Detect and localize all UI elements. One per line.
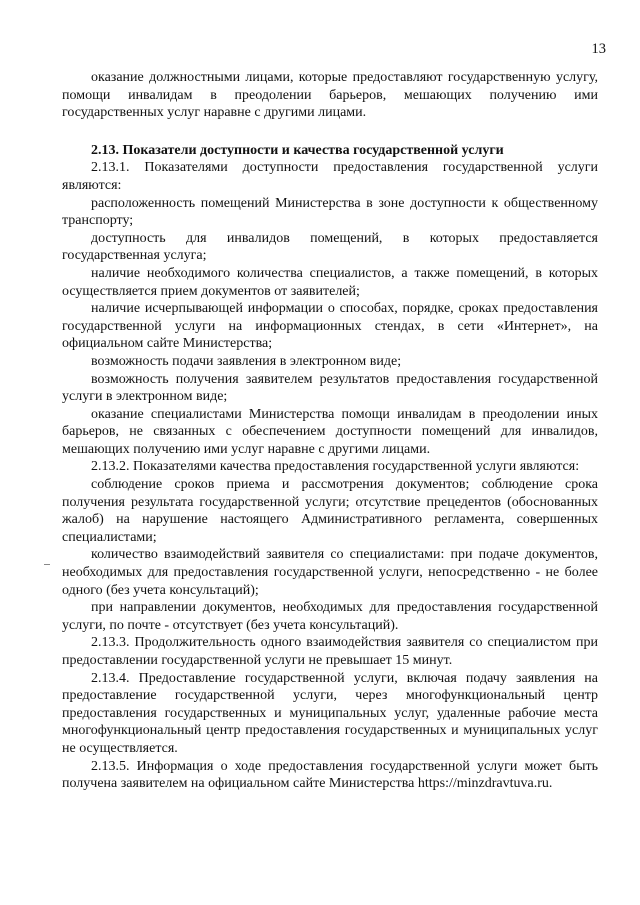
paragraph-2-13-1: 2.13.1. Показателями доступности предоставления государственной услуги являются: [62,160,598,193]
intro-paragraph: оказание должностными лицами, которые предоставляют государственную услугу, помощи инвалидам в преодолении барьеров, мешающих получению ими государственных услуг наравне с другими лицами. [62,70,598,121]
paragraph-barriers-assistance: оказание специалистами Министерства помощи инвалидам в преодолении иных барьеров, не связанных с обеспечением доступности помещений для инвалидов, мешающих получению ими услуг наравне с другими лицами. [62,406,598,457]
paragraph-2-13-4: 2.13.4. Предоставление государственной услуги, включая подачу заявления на предоставление государственной услуги, через многофункциональный центр предоставления государственных и муниципальных услуг, удаленные рабочие места многофункциональный центр предоставления государственных и муниципальных услуг не осуществляется. [62,670,598,756]
paragraph-specialists: наличие необходимого количества специалистов, а также помещений, в которых осуществляется прием документов от заявителей; [62,265,598,299]
paragraph-electronic-application: возможность подачи заявления в электронном виде; [91,353,402,369]
paragraph-interactions: количество взаимодействий заявителя со специалистами: при подаче документов, необходимых для предоставления государственной услуги, непосредственно - не более одного (без учета консультаций); [62,547,598,598]
page-number: 13 [591,41,606,57]
paragraph-information: наличие исчерпывающей информации о способах, порядке, сроках предоставления государственной услуги на информационных стендах, в сети «Интернет», на официальном сайте Министерства; [62,301,598,352]
paragraph-electronic-result: возможность получения заявителем результатов предоставления государственной услуги в электронном виде; [62,371,598,405]
paragraph-postal: при направлении документов, необходимых для предоставления государственной услуги, по почте - отсутствует (без учета консультаций). [62,600,598,633]
paragraph-2-13-2: 2.13.2. Показателями качества предоставления государственной услуги являются: [91,459,580,475]
paragraph-disabled-access: доступность для инвалидов помещений, в которых предоставляется государственная услуга; [62,230,598,264]
document-body [62,69,598,793]
paragraph-2-13-3: 2.13.3. Продолжительность одного взаимодействия заявителя со специалистом при предоставлении государственной услуги не превышает 15 минут. [62,635,598,668]
section-heading: 2.13. Показатели доступности и качества государственной услуги [91,142,504,158]
margin-mark [44,564,50,565]
paragraph-transport-access: расположенность помещений Министерства в зоне доступности к общественному транспорту; [62,195,598,229]
paragraph-deadlines: соблюдение сроков приема и рассмотрения документов; соблюдение срока получения результата государственной услуги; отсутствие прецедентов (обоснованных жалоб) на нарушение настоящего Административного регламента, совершенных специалистами; [62,477,598,545]
paragraph-2-13-5: 2.13.5. Информация о ходе предоставления государственной услуги может быть получена заявителем на официальном сайте Министерства https://minzdravtuva.ru. [62,758,598,792]
